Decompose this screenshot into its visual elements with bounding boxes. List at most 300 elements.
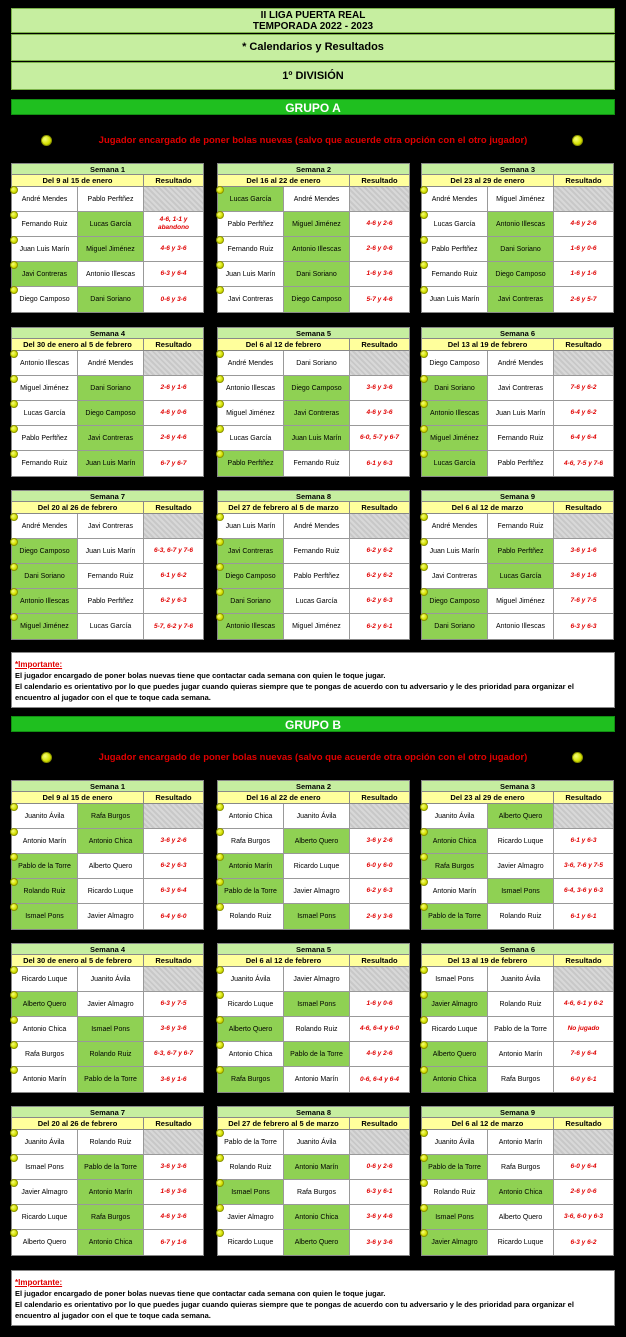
player-away: Juanito Ávila: [488, 967, 554, 991]
tennis-ball-icon: [420, 853, 428, 861]
tennis-ball-icon: [10, 286, 18, 294]
match-result: [144, 1130, 203, 1154]
match-result: 6-3 y 6-2: [570, 1238, 597, 1246]
match-result: 5-7 y 4-6: [366, 295, 393, 303]
player-away: Miguel Jiménez: [284, 212, 350, 236]
result-header: Resultado: [350, 1118, 409, 1129]
player-home: Pablo de la Torre: [422, 904, 488, 929]
match-result: 4-6 y 2-6: [366, 220, 393, 227]
match-row: [12, 401, 203, 426]
match-row: [422, 514, 613, 539]
player-home: André Mendes: [218, 351, 284, 375]
player-home: Ricardo Luque: [422, 1017, 488, 1041]
week-header: [12, 792, 203, 804]
player-home: Alberto Quero: [12, 1230, 78, 1255]
player-home: Ricardo Luque: [218, 992, 284, 1016]
result-header: Resultado: [554, 955, 613, 966]
match-row: [422, 967, 613, 992]
player-home: Dani Soriano: [218, 589, 284, 613]
division-title: 1º DIVISIÓN: [11, 62, 615, 90]
tennis-ball-icon: [216, 450, 224, 458]
player-home: Lucas García: [422, 451, 488, 476]
player-away: Rolando Ruiz: [284, 1017, 350, 1041]
result-header: Resultado: [350, 792, 409, 803]
player-away: Rafa Burgos: [78, 1205, 144, 1229]
player-away: Fernando Ruiz: [488, 426, 554, 450]
player-away: Dani Soriano: [78, 287, 144, 312]
important-title: *Importante:: [15, 660, 63, 669]
match-result: 6-2 y 6-2: [366, 547, 393, 554]
match-row: [218, 1230, 409, 1255]
player-home: André Mendes: [12, 187, 78, 211]
league-title: [11, 8, 615, 33]
player-away: Rolando Ruiz: [78, 1130, 144, 1154]
result-header: Resultado: [144, 792, 203, 803]
player-home: Miguel Jiménez: [12, 614, 78, 639]
match-result: 6-0 y 6-0: [366, 862, 393, 869]
player-away: Miguel Jiménez: [488, 589, 554, 613]
player-away: Dani Soriano: [488, 237, 554, 261]
player-away: Javi Contreras: [78, 514, 144, 538]
tennis-ball-icon: [10, 1129, 18, 1137]
week-title: Semana 8: [218, 491, 409, 502]
result-header: Resultado: [554, 175, 613, 186]
player-away: Rolando Ruiz: [488, 904, 554, 929]
group-title: GRUPO A: [11, 99, 615, 115]
match-row: [218, 589, 409, 614]
tennis-ball-icon: [420, 1016, 428, 1024]
match-result: 4-6 y 0-6: [160, 409, 187, 416]
player-home: Juan Luis Marín: [12, 237, 78, 261]
match-result: 3-6 y 3-6: [366, 1238, 393, 1246]
player-away: Ismael Pons: [284, 992, 350, 1016]
tennis-ball-icon: [10, 1016, 18, 1024]
match-row: [422, 426, 613, 451]
week-table: [217, 490, 410, 640]
player-away: Ismael Pons: [78, 1017, 144, 1041]
player-away: Pablo Perftñez: [78, 589, 144, 613]
tennis-ball-icon: [216, 375, 224, 383]
week-title: Semana 4: [12, 328, 203, 339]
match-result: 2-6 y 0-6: [366, 245, 393, 252]
player-away: Javier Almagro: [78, 904, 144, 929]
match-row: [218, 1130, 409, 1155]
player-away: Javier Almagro: [78, 992, 144, 1016]
important-note: [11, 1270, 615, 1326]
player-home: Dani Soriano: [422, 614, 488, 639]
player-home: Antonio Marín: [422, 879, 488, 903]
week-title: Semana 1: [12, 781, 203, 792]
match-result: 6-7 y 6-7: [160, 459, 187, 467]
player-away: Antonio Chica: [488, 1180, 554, 1204]
week-dates: Del 6 al 12 de marzo: [422, 502, 554, 513]
player-home: Ismael Pons: [422, 967, 488, 991]
player-away: Diego Camposo: [284, 287, 350, 312]
player-away: Juanito Ávila: [284, 804, 350, 828]
match-row: [12, 1180, 203, 1205]
important-note: [11, 652, 615, 708]
match-result: 3-6, 7-6 y 7-5: [563, 862, 604, 869]
result-header: Resultado: [350, 502, 409, 513]
tennis-ball-icon: [41, 135, 52, 146]
match-result: 7-6 y 6-4: [570, 1050, 597, 1057]
match-result: 4-6, 1-1 y abandono: [157, 216, 190, 231]
player-away: Javi Contreras: [78, 426, 144, 450]
tennis-ball-icon: [10, 853, 18, 861]
tennis-ball-icon: [420, 588, 428, 596]
match-result: 3-6 y 2-6: [366, 837, 393, 844]
week-dates: Del 9 al 15 de enero: [12, 175, 144, 186]
player-away: Ricardo Luque: [488, 1230, 554, 1255]
match-result: 1-6 y 3-6: [366, 270, 393, 277]
match-result: 3-6 y 1-6: [570, 547, 597, 554]
tennis-ball-icon: [10, 400, 18, 408]
match-result: 0-6, 6-4 y 6-4: [359, 1075, 400, 1083]
match-result: 3-6 y 2-6: [160, 837, 187, 844]
player-home: Juan Luis Marín: [422, 287, 488, 312]
week-table: [217, 1106, 410, 1256]
match-result: 7-6 y 6-2: [570, 384, 597, 391]
match-row: [12, 614, 203, 639]
tennis-ball-icon: [420, 991, 428, 999]
player-away: Javier Almagro: [488, 854, 554, 878]
tennis-ball-icon: [420, 1129, 428, 1137]
match-result: [554, 351, 613, 375]
week-header: [422, 792, 613, 804]
match-result: 4-6 y 3-6: [160, 245, 187, 252]
player-home: Antonio Illescas: [218, 376, 284, 400]
match-result: 3-6 y 4-6: [366, 1213, 393, 1220]
player-home: Pablo Perftñez: [218, 212, 284, 236]
player-away: Antonio Marín: [488, 1042, 554, 1066]
player-home: Diego Camposo: [12, 539, 78, 563]
match-row: [218, 992, 409, 1017]
match-row: [12, 1017, 203, 1042]
player-away: Alberto Quero: [488, 1205, 554, 1229]
tennis-ball-icon: [420, 261, 428, 269]
player-home: Miguel Jiménez: [12, 376, 78, 400]
match-row: [422, 992, 613, 1017]
match-result: 6-4 y 6-4: [570, 434, 597, 441]
week-table: [217, 943, 410, 1093]
tennis-ball-icon: [10, 1041, 18, 1049]
match-row: [218, 1067, 409, 1092]
player-away: Ismael Pons: [488, 879, 554, 903]
player-home: Rolando Ruiz: [218, 1155, 284, 1179]
week-title: Semana 6: [422, 944, 613, 955]
match-result: 6-3 y 6-3: [570, 622, 597, 630]
tennis-ball-icon: [10, 803, 18, 811]
match-result: 2-6 y 0-6: [570, 1188, 597, 1195]
week-header: [422, 502, 613, 514]
match-row: [218, 187, 409, 212]
player-away: Juan Luis Marín: [488, 401, 554, 425]
match-row: [12, 426, 203, 451]
player-away: Miguel Jiménez: [284, 614, 350, 639]
player-home: Javier Almagro: [422, 1230, 488, 1255]
result-header: Resultado: [144, 1118, 203, 1129]
match-row: [218, 351, 409, 376]
week-title: Semana 4: [12, 944, 203, 955]
tennis-ball-icon: [420, 1041, 428, 1049]
match-result: 4-6 y 3-6: [366, 409, 393, 416]
player-home: Javier Almagro: [218, 1205, 284, 1229]
player-home: Pablo Perftñez: [12, 426, 78, 450]
player-home: Miguel Jiménez: [218, 401, 284, 425]
tennis-ball-icon: [10, 425, 18, 433]
tennis-ball-icon: [420, 878, 428, 886]
important-title: *Importante:: [15, 1278, 63, 1287]
player-away: Javi Contreras: [488, 287, 554, 312]
player-home: André Mendes: [422, 514, 488, 538]
week-title: Semana 3: [422, 781, 613, 792]
player-away: Rafa Burgos: [488, 1155, 554, 1179]
player-away: Antonio Chica: [284, 1205, 350, 1229]
tennis-ball-icon: [10, 350, 18, 358]
tennis-ball-icon: [216, 236, 224, 244]
result-header: Resultado: [554, 339, 613, 350]
match-row: [218, 1205, 409, 1230]
match-row: [422, 1230, 613, 1255]
tennis-ball-icon: [216, 1154, 224, 1162]
week-header: [12, 502, 203, 514]
match-result: [144, 351, 203, 375]
tennis-ball-icon: [216, 261, 224, 269]
player-away: Alberto Quero: [284, 829, 350, 853]
player-home: Ricardo Luque: [218, 1230, 284, 1255]
match-result: 6-3 y 6-4: [160, 887, 187, 894]
player-away: Antonio Marín: [284, 1067, 350, 1092]
player-away: Antonio Illescas: [78, 262, 144, 286]
week-header: [12, 1118, 203, 1130]
tennis-ball-icon: [10, 966, 18, 974]
player-home: Juanito Ávila: [422, 1130, 488, 1154]
match-result: [144, 514, 203, 538]
match-row: [422, 904, 613, 929]
player-away: Pablo de la Torre: [488, 1017, 554, 1041]
week-title: Semana 2: [218, 781, 409, 792]
match-row: [218, 514, 409, 539]
match-result: 0-6 y 3-6: [160, 295, 187, 303]
match-result: [144, 967, 203, 991]
player-home: Pablo de la Torre: [218, 879, 284, 903]
match-row: [422, 1042, 613, 1067]
match-row: [12, 1155, 203, 1180]
player-home: Antonio Marín: [12, 1067, 78, 1092]
player-away: Ricardo Luque: [284, 854, 350, 878]
player-home: Antonio Illescas: [422, 401, 488, 425]
week-table: [11, 943, 204, 1093]
tennis-ball-icon: [216, 991, 224, 999]
player-away: Rafa Burgos: [284, 1180, 350, 1204]
result-header: Resultado: [350, 955, 409, 966]
player-away: Pablo Perftñez: [488, 539, 554, 563]
tennis-ball-icon: [420, 803, 428, 811]
match-result: 6-1 y 6-2: [160, 572, 187, 579]
week-title: Semana 1: [12, 164, 203, 175]
match-result: 7-6 y 7-5: [570, 597, 597, 604]
match-row: [12, 376, 203, 401]
week-table: [217, 327, 410, 477]
tennis-ball-icon: [216, 186, 224, 194]
result-header: Resultado: [554, 792, 613, 803]
player-away: Antonio Marín: [78, 1180, 144, 1204]
tennis-ball-icon: [420, 375, 428, 383]
tennis-ball-icon: [10, 588, 18, 596]
player-home: Pablo Perftñez: [218, 451, 284, 476]
match-row: [422, 212, 613, 237]
tennis-ball-icon: [420, 1154, 428, 1162]
tennis-ball-icon: [420, 613, 428, 621]
player-home: Alberto Quero: [422, 1042, 488, 1066]
match-row: [422, 804, 613, 829]
week-title: Semana 7: [12, 1107, 203, 1118]
match-result: 6-2 y 6-1: [366, 622, 393, 630]
match-row: [422, 376, 613, 401]
match-row: [12, 589, 203, 614]
tennis-ball-icon: [216, 1066, 224, 1074]
player-home: Rolando Ruiz: [218, 904, 284, 929]
tennis-ball-icon: [572, 752, 583, 763]
player-away: Javier Almagro: [284, 967, 350, 991]
match-result: 2-6 y 5-7: [570, 295, 597, 303]
tennis-ball-icon: [216, 613, 224, 621]
player-away: Pablo de la Torre: [284, 1042, 350, 1066]
player-away: Miguel Jiménez: [78, 237, 144, 261]
week-header: [218, 339, 409, 351]
tennis-ball-icon: [10, 903, 18, 911]
tennis-ball-icon: [420, 286, 428, 294]
week-table: [217, 163, 410, 313]
match-row: [422, 1155, 613, 1180]
player-home: Rafa Burgos: [12, 1042, 78, 1066]
player-home: Antonio Chica: [218, 804, 284, 828]
match-result: 3-6 y 3-6: [366, 384, 393, 391]
match-result: [554, 187, 613, 211]
match-result: 3-6 y 1-6: [160, 1075, 187, 1083]
match-result: 1-6 y 1-6: [570, 270, 597, 277]
tennis-ball-icon: [10, 513, 18, 521]
player-away: Lucas García: [284, 589, 350, 613]
player-away: Antonio Marín: [488, 1130, 554, 1154]
player-away: Fernando Ruiz: [284, 539, 350, 563]
match-row: [12, 1042, 203, 1067]
player-away: Juanito Ávila: [284, 1130, 350, 1154]
match-row: [12, 967, 203, 992]
match-row: [218, 287, 409, 312]
week-dates: Del 23 al 29 de enero: [422, 175, 554, 186]
player-home: Lucas García: [12, 401, 78, 425]
match-row: [218, 426, 409, 451]
player-away: Javier Almagro: [284, 879, 350, 903]
tennis-ball-icon: [10, 450, 18, 458]
week-title: Semana 9: [422, 491, 613, 502]
player-away: Fernando Ruiz: [78, 564, 144, 588]
match-result: 1-6 y 0-6: [366, 1000, 393, 1007]
match-result: 5-7, 6-2 y 7-6: [153, 622, 194, 630]
week-table: [421, 943, 614, 1093]
tennis-ball-icon: [216, 1229, 224, 1237]
match-result: 6-7 y 1-6: [160, 1238, 187, 1246]
player-away: Alberto Quero: [78, 854, 144, 878]
player-home: Juanito Ávila: [422, 804, 488, 828]
match-row: [12, 1230, 203, 1255]
match-result: [554, 1130, 613, 1154]
week-header: [218, 175, 409, 187]
match-row: [12, 351, 203, 376]
week-header: [218, 1118, 409, 1130]
match-row: [422, 187, 613, 212]
match-result: 2-6 y 1-6: [160, 384, 187, 391]
player-home: Diego Camposo: [422, 589, 488, 613]
tennis-ball-icon: [10, 991, 18, 999]
match-result: 2-6 y 4-6: [160, 434, 187, 441]
player-home: Lucas García: [422, 212, 488, 236]
player-home: Pablo de la Torre: [218, 1130, 284, 1154]
match-row: [218, 1155, 409, 1180]
tennis-ball-icon: [216, 828, 224, 836]
match-row: [422, 614, 613, 639]
match-row: [218, 1042, 409, 1067]
match-row: [422, 1205, 613, 1230]
week-table: [11, 1106, 204, 1256]
match-row: [218, 539, 409, 564]
player-home: Alberto Quero: [218, 1017, 284, 1041]
week-table: [421, 163, 614, 313]
player-away: Juan Luis Marín: [284, 426, 350, 450]
result-header: Resultado: [144, 502, 203, 513]
tennis-ball-icon: [420, 538, 428, 546]
match-row: [218, 237, 409, 262]
match-row: [12, 992, 203, 1017]
match-result: 3-6 y 3-6: [160, 1163, 187, 1170]
match-row: [422, 401, 613, 426]
important-line: El calendario es orientativo por lo que puedes jugar cuando quieras siempre que te pongas de acuerdo con tu adversario y le des prioridad para organizar el encuentro al jugador con el que te toque cada semana.: [15, 682, 574, 702]
week-title: Semana 6: [422, 328, 613, 339]
match-result: 4-6, 6-1 y 6-2: [563, 1000, 604, 1007]
match-row: [422, 879, 613, 904]
match-result: 6-2 y 6-3: [160, 597, 187, 604]
match-row: [12, 187, 203, 212]
player-away: Pablo Perftñez: [284, 564, 350, 588]
week-header: [12, 955, 203, 967]
tennis-ball-icon: [10, 1229, 18, 1237]
match-result: [554, 967, 613, 991]
match-row: [422, 1017, 613, 1042]
tennis-ball-icon: [420, 425, 428, 433]
week-header: [12, 339, 203, 351]
tennis-ball-icon: [10, 261, 18, 269]
player-away: André Mendes: [284, 514, 350, 538]
tennis-ball-icon: [216, 538, 224, 546]
tennis-ball-icon: [420, 211, 428, 219]
player-home: Diego Camposo: [12, 287, 78, 312]
player-home: André Mendes: [422, 187, 488, 211]
match-row: [218, 212, 409, 237]
tennis-ball-icon: [420, 966, 428, 974]
match-row: [218, 401, 409, 426]
important-line: El calendario es orientativo por lo que puedes jugar cuando quieras siempre que te pongas de acuerdo con tu adversario y le des prioridad para organizar el encuentro al jugador con el que te toque cada semana.: [15, 1300, 574, 1320]
match-result: 3-6 y 3-6: [160, 1025, 187, 1032]
player-home: Rafa Burgos: [218, 829, 284, 853]
tennis-ball-icon: [420, 1204, 428, 1212]
tennis-ball-icon: [216, 903, 224, 911]
player-away: Juan Luis Marín: [78, 539, 144, 563]
match-row: [218, 614, 409, 639]
week-header: [422, 339, 613, 351]
match-row: [12, 829, 203, 854]
match-result: 4-6 y 2-6: [570, 220, 597, 227]
